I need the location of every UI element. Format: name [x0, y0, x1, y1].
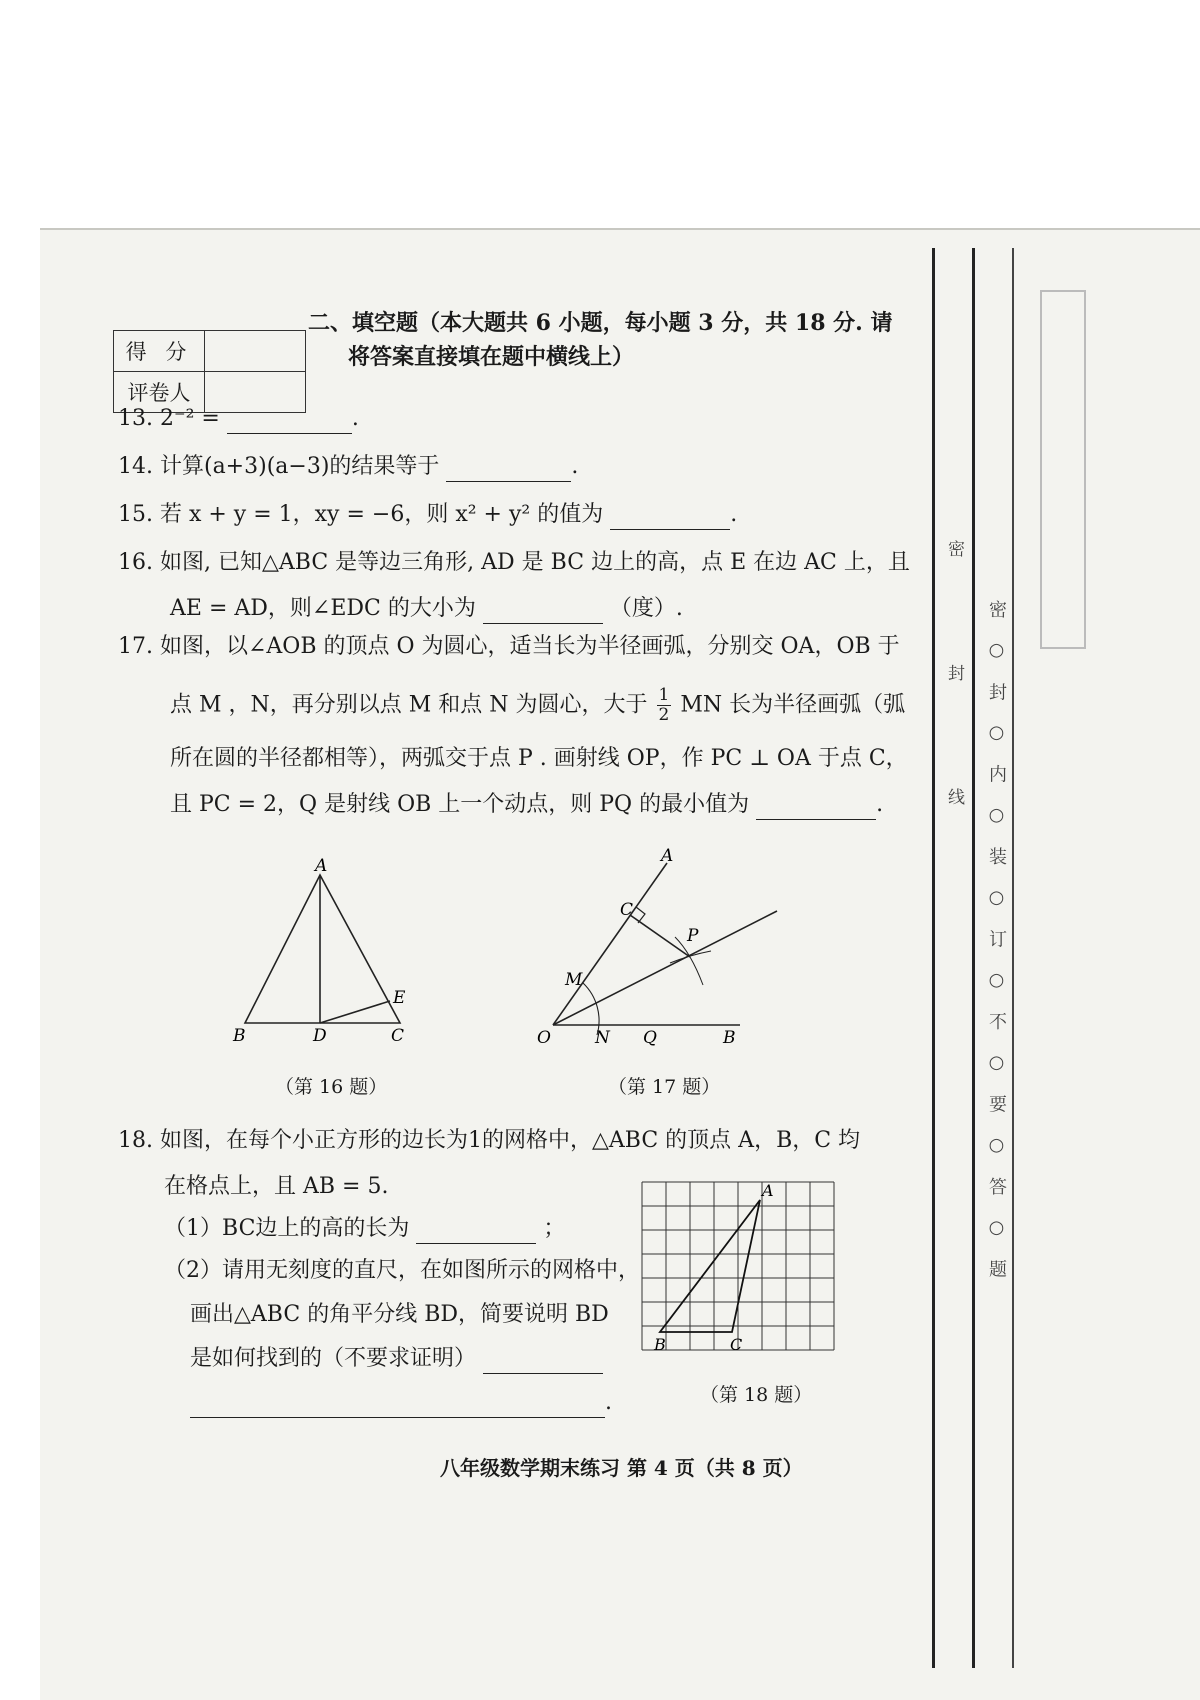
question-16-text: AE = AD，则∠EDC 的大小为 — [170, 596, 476, 621]
label-b: B — [654, 1335, 666, 1354]
answer-blank-14[interactable] — [446, 457, 571, 482]
question-18-line1: 18. 如图，在每个小正方形的边长为1的网格中，△ABC 的顶点 A，B，C 均 — [118, 1128, 861, 1153]
exam-id-box — [1040, 290, 1086, 649]
no-answer-warning: 密 ○ 封 ○ 内 ○ 装 ○ 订 ○ 不 ○ 要 ○ 答 ○ 题 — [986, 600, 1007, 1286]
question-18-part2-line4: . — [190, 1388, 612, 1418]
question-17-line1: 17. 如图，以∠AOB 的顶点 O 为圆心，适当长为半径画弧，分别交 OA，OB 于 — [118, 634, 900, 659]
ray-op — [553, 911, 777, 1025]
question-17-line2 — [170, 686, 905, 725]
label-a: A — [661, 846, 674, 866]
question-18-part2-line3 — [190, 1344, 603, 1374]
figure-17-caption: （第 17 题） — [608, 1076, 721, 1098]
label-c: C — [730, 1335, 743, 1354]
question-16-line1: 16. 如图, 已知△ABC 是等边三角形, AD 是 BC 边上的高，点 E 在边 AC 上，且 — [118, 550, 910, 575]
question-15-text: 15. 若 x + y = 1，xy = −6，则 x² + y² 的值为 — [118, 502, 604, 527]
question-17-line2a: 点 M ，N，再分别以点 M 和点 N 为圆心，大于 — [170, 692, 648, 718]
ray-oa — [553, 863, 667, 1025]
question-18-part2-line2: 画出△ABC 的角平分线 BD，简要说明 BD — [190, 1302, 609, 1327]
label-p: P — [687, 926, 699, 946]
section-title-line1: 二、填空题（本大题共 6 小题，每小题 3 分，共 18 分. 请 — [308, 310, 893, 336]
seal-line-label: 密 封 线 — [944, 540, 964, 850]
question-18-part1-end: ； — [543, 1216, 566, 1241]
question-14: 14. 计算(a+3)(a−3)的结果等于 . — [118, 452, 578, 482]
question-18-part2-text: 是如何找到的（不要求证明） — [190, 1346, 477, 1371]
question-18-part2-line1: （2）请用无刻度的直尺，在如图所示的网格中， — [164, 1258, 640, 1283]
answer-blank-18-2b[interactable] — [190, 1393, 605, 1418]
margin-line-1 — [932, 248, 935, 1668]
question-18-part1-text: （1）BC边上的高的长为 — [164, 1216, 410, 1241]
answer-blank-16[interactable] — [483, 599, 603, 624]
fraction-num: 1 — [658, 685, 670, 705]
section-title — [308, 306, 893, 374]
label-a: A — [762, 1181, 774, 1200]
answer-blank-17[interactable] — [756, 795, 876, 820]
question-14-text: 14. 计算(a+3)(a−3)的结果等于 — [118, 454, 440, 479]
question-13: 13. 2⁻² = . — [118, 404, 359, 434]
label-m: M — [565, 970, 583, 990]
fraction-half — [657, 686, 672, 725]
page-footer: 八年级数学期末练习 第 4 页（共 8 页） — [440, 1456, 803, 1480]
question-15: 15. 若 x + y = 1，xy = −6，则 x² + y² 的值为 . — [118, 500, 737, 530]
score-cell[interactable] — [205, 331, 306, 372]
triangle-abc — [660, 1200, 760, 1332]
label-e: E — [393, 988, 406, 1008]
question-18-line2: 在格点上，且 AB = 5. — [164, 1174, 389, 1199]
score-table — [113, 330, 306, 413]
question-17-line4: 且 PC = 2，Q 是射线 OB 上一个动点，则 PQ 的最小值为 . — [170, 790, 883, 820]
label-q: Q — [643, 1028, 657, 1048]
grader-label: 评卷人 — [114, 372, 205, 413]
question-17-line3: 所在圆的半径都相等），两弧交于点 P . 画射线 OP，作 PC ⊥ OA 于点 C， — [170, 746, 908, 771]
fraction-den: 2 — [658, 705, 670, 725]
figure-16 — [225, 855, 445, 1055]
label-b: B — [723, 1028, 736, 1048]
question-17-line2b: MN 长为半径画弧（弧 — [680, 692, 906, 718]
label-c: C — [620, 900, 634, 920]
figure-18-caption: （第 18 题） — [700, 1384, 813, 1406]
question-17-text: 且 PC = 2，Q 是射线 OB 上一个动点，则 PQ 的最小值为 — [170, 792, 750, 817]
answer-blank-18-1[interactable] — [416, 1219, 536, 1244]
figure-18 — [638, 1178, 850, 1358]
label-c: C — [391, 1026, 405, 1046]
answer-blank-15[interactable] — [610, 505, 730, 530]
question-18-part1 — [164, 1214, 565, 1244]
label-a: A — [315, 856, 328, 876]
question-16-suffix: （度）. — [609, 596, 683, 621]
score-label: 得 分 — [114, 331, 205, 372]
margin-line-2 — [972, 248, 975, 1668]
answer-blank-18-2a[interactable] — [483, 1349, 603, 1374]
label-n: N — [595, 1028, 610, 1048]
label-b: B — [233, 1026, 246, 1046]
answer-blank-13[interactable] — [227, 409, 352, 434]
margin-line-3 — [1012, 248, 1014, 1668]
figure-17 — [525, 845, 795, 1055]
label-o: O — [537, 1028, 551, 1048]
question-13-text: 13. 2⁻² = — [118, 406, 220, 431]
triangle-abc — [245, 875, 400, 1023]
section-title-line2: 将答案直接填在题中横线上） — [348, 344, 635, 370]
segment-de — [320, 1001, 390, 1023]
question-16-line2 — [170, 594, 683, 624]
figure-16-caption: （第 16 题） — [275, 1076, 388, 1098]
label-d: D — [313, 1026, 327, 1046]
